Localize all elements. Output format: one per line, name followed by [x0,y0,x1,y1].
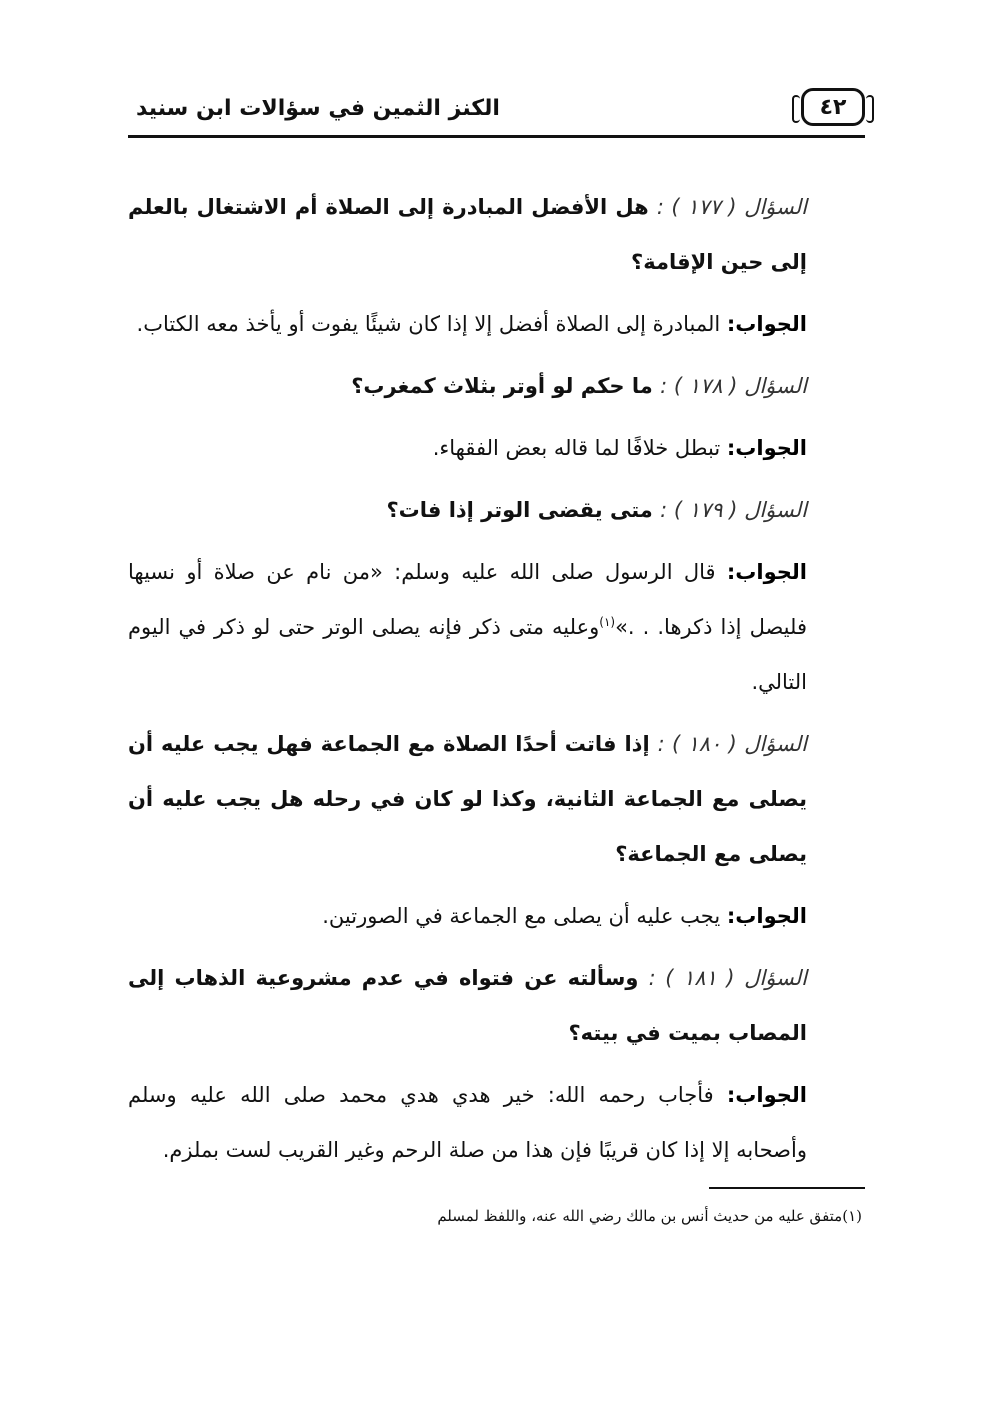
answer-178 [128,421,865,476]
answer-text: تبطل خلافًا لما قاله بعض الفقهاء. [432,436,721,460]
question-text: هل الأفضل المبادرة إلى الصلاة أم الاشتغال بالعلم إلى حين الإقامة؟ [128,195,807,274]
answer-181 [128,1068,865,1178]
footnote-rule [709,1187,865,1189]
book-title: الكنز الثمين في سؤالات ابن سنيد [136,96,500,121]
question-177 [128,180,865,290]
answer-label: الجواب: [726,436,807,460]
question-text: وسألته عن فتواه في عدم مشروعية الذهاب إلى المصاب بميت في بيته؟ [128,966,807,1045]
footnote: (١)متفق عليه من حديث أنس بن مالك رضي الله عنه، واللفظ لمسلم [437,1207,862,1225]
question-label: السؤال ( ١٧٩ ) : [660,498,807,522]
question-label: السؤال ( ١٧٧ ) : [656,195,808,219]
question-text: إذا فاتت أحدًا الصلاة مع الجماعة فهل يجب عليه أن يصلى مع الجماعة الثانية، وكذا لو كان في رحله هل يجب عليه أن يصلى مع الجماعة؟ [128,732,807,866]
question-179 [128,483,865,538]
question-label: السؤال ( ١٨١ ) : [648,966,808,990]
answer-label: الجواب: [726,312,807,336]
answer-label: الجواب: [726,904,807,928]
answer-text: يجب عليه أن يصلى مع الجماعة في الصورتين. [322,904,721,928]
question-text: متى يقضى الوتر إذا فات؟ [386,498,653,522]
question-181 [128,951,865,1061]
answer-label: الجواب: [726,1083,807,1107]
question-label: السؤال ( ١٧٨ ) : [660,374,807,398]
footnote-reference: (١) [599,615,616,629]
question-text: ما حكم لو أوتر بثلاث كمغرب؟ [351,374,653,398]
answer-text-part-1: قال الرسول صلى الله عليه وسلم: «من نام عن صلاة أو نسيها فليصل إذا ذكرها. . .» [128,560,808,639]
page-number: ٤٢ [819,94,847,120]
answer-177 [128,297,865,352]
answer-179 [128,545,865,710]
answer-text: فأجاب رحمه الله: خير هدي هدي محمد صلى الله عليه وسلم وأصحابه إلا إذا كان قريبًا فإن هذا من صلة الرحم وغير القريب لست بملزم. [128,1083,807,1162]
answer-text: المبادرة إلى الصلاة أفضل إلا إذا كان شيئًا يفوت أو يأخذ معه الكتاب. [136,312,721,336]
header-rule [128,135,865,138]
answer-label: الجواب: [726,560,807,584]
question-178 [128,359,865,414]
answer-text-part-2: وعليه متى ذكر فإنه يصلى الوتر حتى لو ذكر في اليوم التالي. [128,615,807,694]
page-number-badge [801,88,865,126]
page-header [128,82,865,138]
answer-180 [128,889,865,944]
question-label: السؤال ( ١٨٠ ) : [657,732,808,756]
question-180 [128,717,865,882]
page-body [128,180,865,1185]
